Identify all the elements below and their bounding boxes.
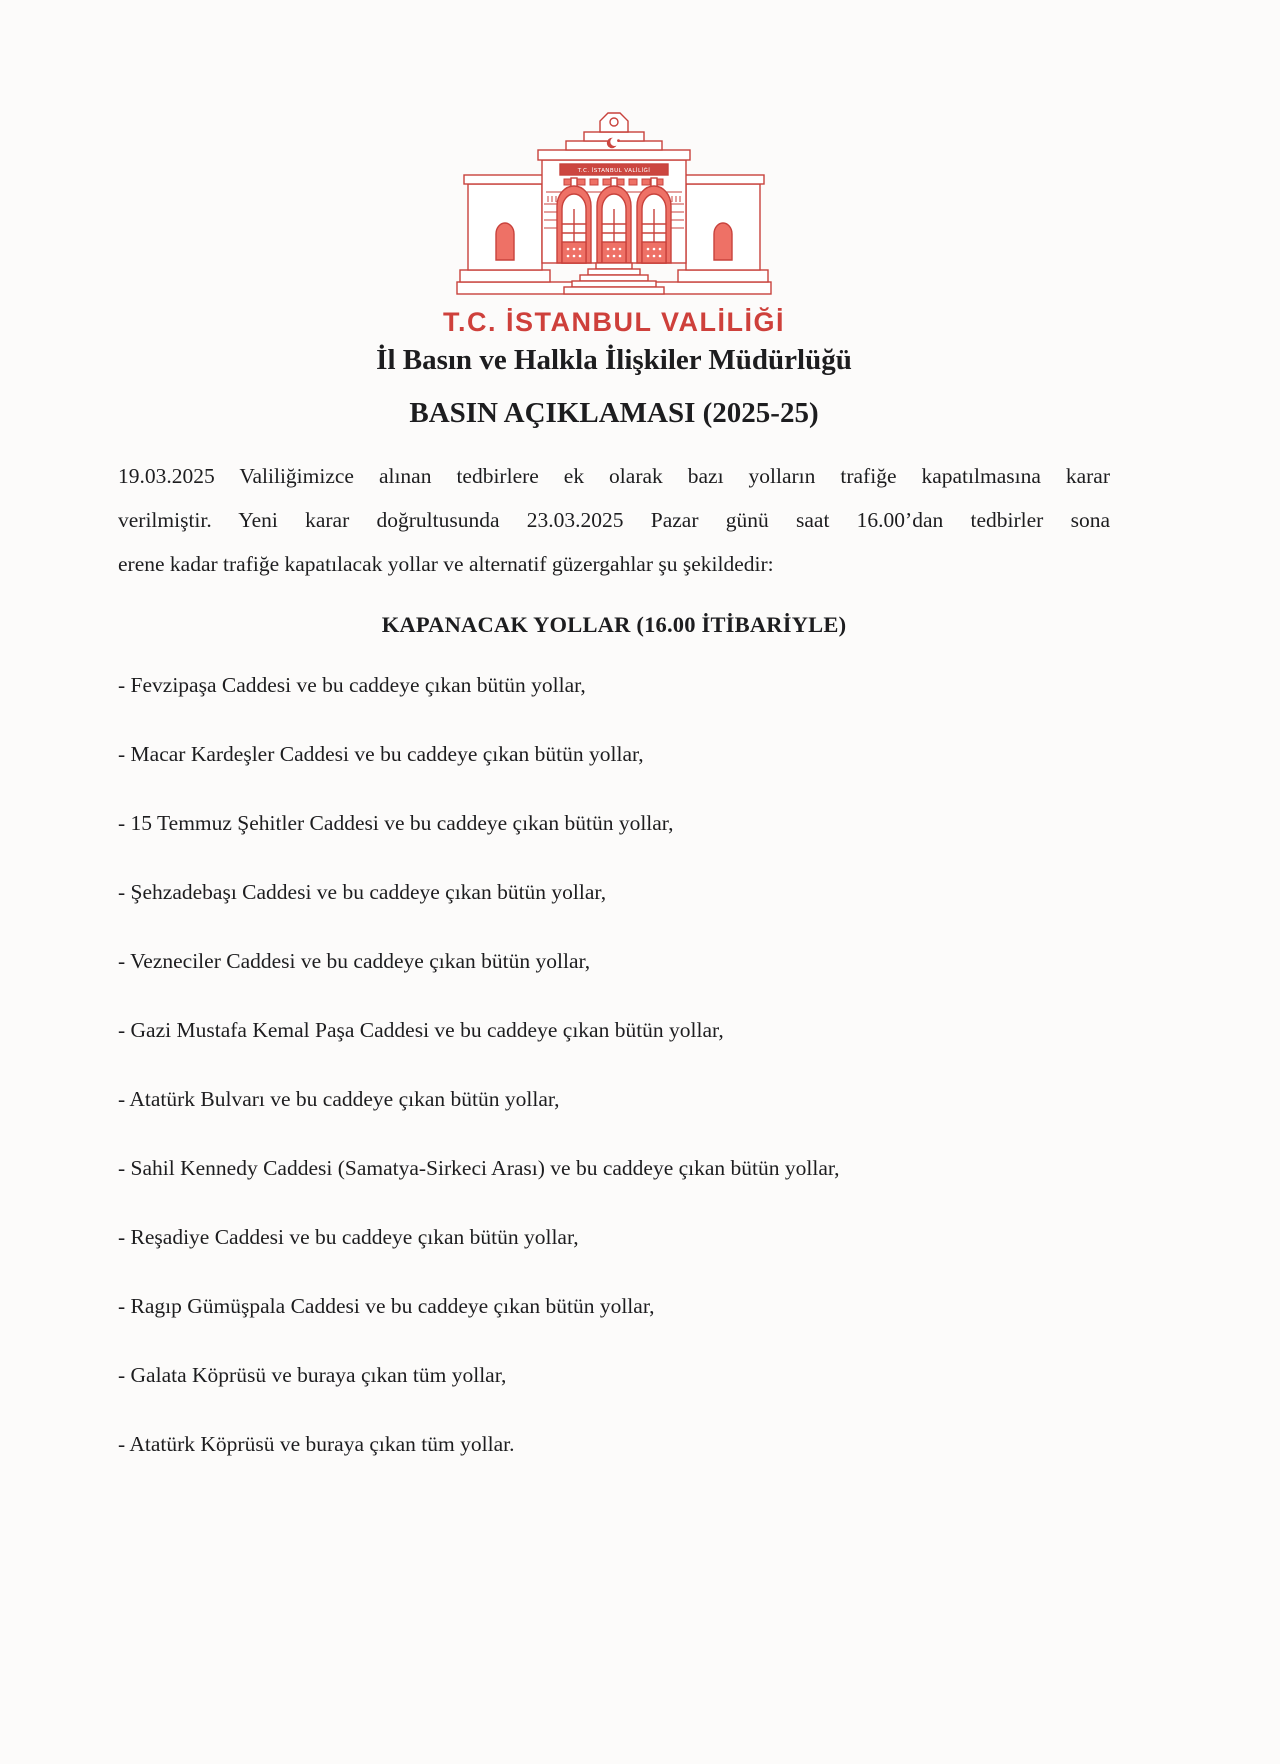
closed-roads-list — [118, 672, 1110, 1457]
intro-line: verilmiştir. Yeni karar doğrultusunda 23.03.2025 Pazar günü saat 16.00’dan tedbirler sona — [118, 508, 1110, 532]
closed-road-item: - Atatürk Köprüsü ve buraya çıkan tüm yollar. — [118, 1432, 515, 1456]
press-release-title: BASIN AÇIKLAMASI (2025-25) — [409, 397, 819, 429]
istanbul-governorship-building-logo — [454, 112, 774, 298]
document-content — [118, 0, 1110, 1500]
closed-road-item: - Macar Kardeşler Caddesi ve bu caddeye çıkan bütün yollar, — [118, 742, 644, 766]
closed-road-item: - Galata Köprüsü ve buraya çıkan tüm yollar, — [118, 1363, 507, 1387]
logo-caption: T.C. İSTANBUL VALİLİĞİ — [443, 307, 785, 337]
intro-paragraph — [118, 454, 1110, 586]
logo-container — [118, 112, 1110, 298]
logo-plaque-text: T.C. İSTANBUL VALİLİĞİ — [577, 168, 651, 175]
closed-road-item: - Ragıp Gümüşpala Caddesi ve bu caddeye çıkan bütün yollar, — [118, 1294, 655, 1318]
closed-road-item: - Şehzadebaşı Caddesi ve bu caddeye çıkan bütün yollar, — [118, 880, 607, 904]
closed-road-item: - Atatürk Bulvarı ve bu caddeye çıkan bütün yollar, — [118, 1087, 560, 1111]
closed-road-item: - Fevzipaşa Caddesi ve bu caddeye çıkan bütün yollar, — [118, 673, 586, 697]
closed-road-item: - Reşadiye Caddesi ve bu caddeye çıkan bütün yollar, — [118, 1225, 579, 1249]
closed-road-item: - 15 Temmuz Şehitler Caddesi ve bu caddeye çıkan bütün yollar, — [118, 811, 674, 835]
department-heading: İl Basın ve Halkla İlişkiler Müdürlüğü — [376, 344, 852, 376]
closed-road-item: - Vezneciler Caddesi ve bu caddeye çıkan bütün yollar, — [118, 949, 591, 973]
intro-line: 19.03.2025 Valiliğimizce alınan tedbirlere ek olarak bazı yolların trafiğe kapatılmasına karar — [118, 464, 1110, 488]
closed-road-item: - Gazi Mustafa Kemal Paşa Caddesi ve bu caddeye çıkan bütün yollar, — [118, 1018, 724, 1042]
intro-line: erene kadar trafiğe kapatılacak yollar ve alternatif güzergahlar şu şekildedir: — [118, 552, 774, 576]
closed-roads-heading: KAPANACAK YOLLAR (16.00 İTİBARİYLE) — [381, 612, 847, 637]
closed-road-item: - Sahil Kennedy Caddesi (Samatya-Sirkeci Arası) ve bu caddeye çıkan bütün yollar, — [118, 1156, 840, 1180]
